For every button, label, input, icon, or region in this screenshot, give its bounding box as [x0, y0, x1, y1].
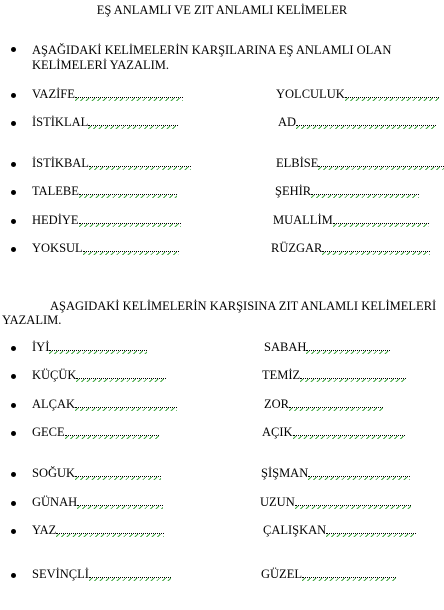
- antonym-word: UZUN: [260, 495, 295, 509]
- antonym-word: TEMİZ: [262, 368, 301, 382]
- antonym-word: SEVİNÇLİ: [32, 567, 89, 581]
- bullet-icon: [11, 190, 16, 195]
- section2-instruction-line1: AŞAGIDAKİ KELİMELERİN KARŞISINA ZIT ANLAMLI KELİMELERİ: [50, 299, 437, 313]
- bullet-icon: [11, 93, 16, 98]
- antonym-word: AÇIK: [262, 425, 293, 439]
- synonym-word: HEDİYE: [32, 213, 79, 227]
- synonym-item: [276, 157, 444, 173]
- synonym-word: YOLCULUK: [276, 87, 345, 101]
- antonym-word: YAZ: [32, 523, 57, 537]
- answer-blank[interactable]: [322, 247, 430, 252]
- section2-instruction-line2: YAZALIM.: [2, 313, 62, 327]
- bullet-icon: [11, 219, 16, 224]
- answer-blank[interactable]: [79, 219, 181, 224]
- antonym-word: ŞİŞMAN: [261, 466, 309, 480]
- antonym-word: ZOR: [264, 397, 289, 411]
- answer-blank[interactable]: [318, 162, 444, 167]
- antonym-item: [32, 369, 166, 385]
- antonym-word: SOĞUK: [32, 466, 76, 480]
- antonym-item: [32, 496, 163, 512]
- answer-blank[interactable]: [88, 121, 178, 126]
- antonym-item: [262, 426, 405, 442]
- antonym-item: [264, 398, 383, 414]
- synonym-item: [32, 157, 191, 173]
- synonym-item: [275, 185, 419, 201]
- synonym-word: RÜZGAR: [271, 241, 323, 255]
- answer-blank[interactable]: [289, 403, 383, 408]
- antonym-item: [262, 369, 406, 385]
- antonym-item: [32, 426, 159, 442]
- antonym-word: SABAH: [264, 340, 307, 354]
- synonym-word: AD: [278, 115, 297, 129]
- synonym-word: YOKSUL: [32, 241, 83, 255]
- synonym-item: [273, 214, 429, 230]
- bullet-icon: [11, 162, 16, 167]
- synonym-item: [276, 88, 439, 104]
- antonym-item: [260, 496, 411, 512]
- synonym-item: [278, 116, 436, 132]
- bullet-icon: [11, 472, 16, 477]
- answer-blank[interactable]: [75, 472, 161, 477]
- answer-blank[interactable]: [56, 529, 164, 534]
- synonym-item: [32, 88, 183, 104]
- antonym-item: [32, 341, 147, 357]
- synonym-item: [271, 242, 430, 258]
- answer-blank[interactable]: [293, 431, 405, 436]
- antonym-item: [261, 568, 396, 584]
- answer-blank[interactable]: [77, 501, 163, 506]
- page-title: EŞ ANLAMLI VE ZIT ANLAMLI KELİMELER: [96, 3, 348, 17]
- bullet-icon: [11, 374, 16, 379]
- answer-blank[interactable]: [65, 431, 159, 436]
- bullet-icon: [11, 573, 16, 578]
- answer-blank[interactable]: [75, 403, 177, 408]
- bullet-icon: [11, 346, 16, 351]
- antonym-word: ÇALIŞKAN: [263, 523, 327, 537]
- answer-blank[interactable]: [311, 190, 419, 195]
- answer-blank[interactable]: [300, 374, 406, 379]
- bullet-icon: [11, 529, 16, 534]
- answer-blank[interactable]: [306, 346, 390, 351]
- bullet-icon: [11, 403, 16, 408]
- answer-blank[interactable]: [75, 93, 183, 98]
- answer-blank[interactable]: [49, 346, 147, 351]
- synonym-word: TALEBE: [32, 184, 79, 198]
- bullet-icon: [11, 121, 16, 126]
- answer-blank[interactable]: [302, 573, 396, 578]
- antonym-item: [32, 568, 171, 584]
- antonym-item: [261, 467, 410, 483]
- antonym-word: KÜÇÜK: [32, 368, 77, 382]
- bullet-icon: [11, 431, 16, 436]
- synonym-word: ELBİSE: [276, 156, 319, 170]
- answer-blank[interactable]: [308, 472, 410, 477]
- answer-blank[interactable]: [76, 374, 166, 379]
- synonym-item: [32, 242, 179, 258]
- synonym-word: VAZİFE: [32, 87, 75, 101]
- antonym-item: [264, 341, 390, 357]
- synonym-word: İSTİKBAL: [32, 156, 89, 170]
- synonym-item: [32, 185, 177, 201]
- bullet-icon: [11, 501, 16, 506]
- synonym-item: [32, 214, 181, 230]
- answer-blank[interactable]: [79, 190, 177, 195]
- antonym-word: GÜZEL: [261, 567, 302, 581]
- answer-blank[interactable]: [89, 162, 191, 167]
- antonym-item: [32, 524, 164, 540]
- bullet-icon: [11, 47, 16, 52]
- answer-blank[interactable]: [345, 93, 439, 98]
- antonym-word: ALÇAK: [32, 397, 76, 411]
- section1-instruction-line1: AŞAĞIDAKİ KELİMELERİN KARŞILARINA EŞ ANLAMLI OLAN: [32, 43, 392, 57]
- antonym-item: [32, 398, 177, 414]
- answer-blank[interactable]: [83, 247, 179, 252]
- antonym-item: [32, 467, 161, 483]
- synonym-item: [32, 116, 178, 132]
- antonym-item: [263, 524, 416, 540]
- answer-blank[interactable]: [326, 529, 416, 534]
- bullet-icon: [11, 247, 16, 252]
- antonym-word: GÜNAH: [32, 495, 78, 509]
- synonym-word: MUALLİM: [273, 213, 333, 227]
- answer-blank[interactable]: [333, 219, 429, 224]
- synonym-word: ŞEHİR: [275, 184, 312, 198]
- antonym-word: İYİ: [32, 340, 50, 354]
- synonym-word: İSTİKLAL: [32, 115, 89, 129]
- answer-blank[interactable]: [295, 501, 411, 506]
- section1-instruction-line2: KELİMELERİ YAZALIM.: [32, 58, 170, 72]
- answer-blank[interactable]: [89, 573, 171, 578]
- answer-blank[interactable]: [296, 121, 436, 126]
- antonym-word: GECE: [32, 425, 65, 439]
